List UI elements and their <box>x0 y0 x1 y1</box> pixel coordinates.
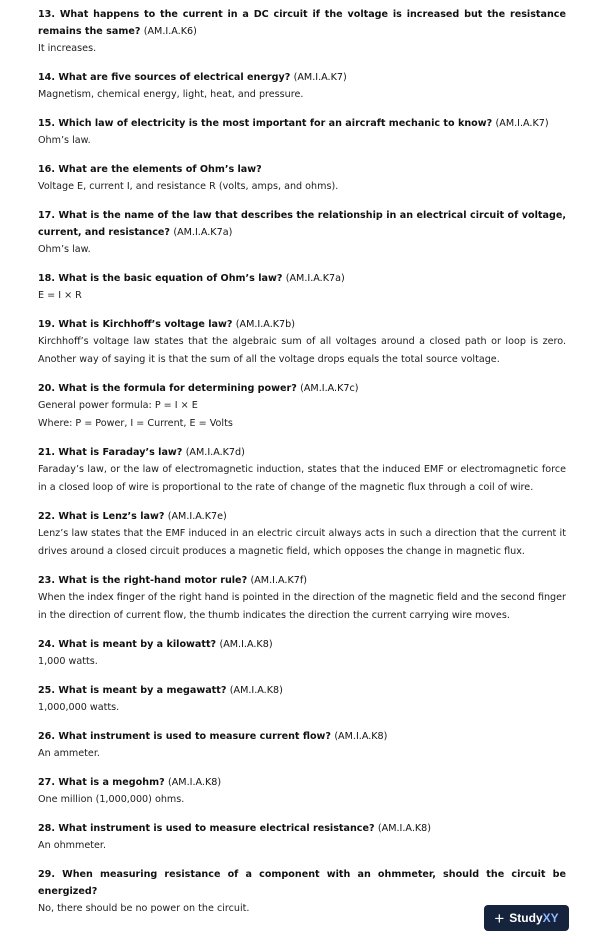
answer <box>38 653 566 671</box>
question-text: 22. What is Lenz’s law? <box>38 511 165 522</box>
answer <box>38 287 566 305</box>
answer-line: Where: P = Power, I = Current, E = Volts <box>38 418 233 429</box>
question <box>38 115 566 132</box>
answer-line: Faraday’s law, or the law of electromagnetic induction, states that the induced EMF or electromagnetic force in a closed loop of wire is proportional to the rate of change of the magnetic flux through a coil of wire. <box>38 464 566 493</box>
answer <box>38 86 566 104</box>
qa-item <box>38 6 566 69</box>
brand-name-study: Study <box>509 911 543 925</box>
question <box>38 161 566 178</box>
answer <box>38 745 566 763</box>
qa-item <box>38 270 566 316</box>
standard-code: (AM.I.A.K8) <box>229 685 283 696</box>
item-spacer <box>38 305 566 316</box>
answer-line: When the index finger of the right hand is pointed in the direction of the magnetic field and the second finger in the direction of current flow, the thumb indicates the direction the current carrying wire moves. <box>38 592 566 621</box>
answer-line: It increases. <box>38 43 97 54</box>
qa-item <box>38 636 566 682</box>
qa-item <box>38 316 566 380</box>
question <box>38 636 566 653</box>
question <box>38 866 566 900</box>
item-spacer <box>38 671 566 682</box>
qa-item <box>38 69 566 115</box>
answer-line: Voltage E, current I, and resistance R (volts, amps, and ohms). <box>38 181 339 192</box>
question <box>38 508 566 525</box>
question-text: 19. What is Kirchhoff’s voltage law? <box>38 319 233 330</box>
question-text: 27. What is a megohm? <box>38 777 165 788</box>
standard-code: (AM.I.A.K7a) <box>173 227 233 238</box>
answer-line: One million (1,000,000) ohms. <box>38 794 185 805</box>
question-text: 21. What is Faraday’s law? <box>38 447 183 458</box>
answer-line: Kirchhoff’s voltage law states that the algebraic sum of all voltages around a closed path or loop is zero. Another way of saying it is that the sum of all the voltage drops equals the total source voltage. <box>38 336 566 365</box>
qa-item <box>38 444 566 508</box>
question-text: 14. What are five sources of electrical energy? <box>38 72 291 83</box>
answer <box>38 397 566 433</box>
qa-item <box>38 682 566 728</box>
item-spacer <box>38 855 566 866</box>
question <box>38 572 566 589</box>
qa-item <box>38 774 566 820</box>
item-spacer <box>38 625 566 636</box>
question <box>38 270 566 287</box>
standard-code: (AM.I.A.K8) <box>334 731 388 742</box>
qa-item <box>38 380 566 444</box>
standard-code: (AM.I.A.K6) <box>143 26 197 37</box>
answer <box>38 132 566 150</box>
standard-code: (AM.I.A.K8) <box>168 777 222 788</box>
item-spacer <box>38 497 566 508</box>
question <box>38 444 566 461</box>
question <box>38 820 566 837</box>
standard-code: (AM.I.A.K7d) <box>185 447 245 458</box>
item-spacer <box>38 433 566 444</box>
qa-item <box>38 115 566 161</box>
plus-icon: + <box>494 908 505 928</box>
standard-code: (AM.I.A.K7) <box>293 72 347 83</box>
qa-item <box>38 572 566 636</box>
item-spacer <box>38 104 566 115</box>
question <box>38 6 566 40</box>
answer <box>38 178 566 196</box>
answer <box>38 699 566 717</box>
question-text: 20. What is the formula for determining power? <box>38 383 297 394</box>
question <box>38 774 566 791</box>
qa-item <box>38 820 566 866</box>
question <box>38 316 566 333</box>
qa-document <box>38 6 566 918</box>
item-spacer <box>38 369 566 380</box>
question-text: 16. What are the elements of Ohm’s law? <box>38 164 262 175</box>
question-text: 15. Which law of electricity is the most important for an aircraft mechanic to know? <box>38 118 493 129</box>
qa-item <box>38 728 566 774</box>
answer-line: Lenz’s law states that the EMF induced in an electric circuit always acts in such a direction that the current it drives around a closed circuit produces a magnetic field, which opposes the change in magnetic flux. <box>38 528 566 557</box>
item-spacer <box>38 763 566 774</box>
answer-line: An ohmmeter. <box>38 840 107 851</box>
answer <box>38 589 566 625</box>
answer <box>38 333 566 369</box>
standard-code: (AM.I.A.K8) <box>377 823 432 834</box>
standard-code: (AM.I.A.K7e) <box>167 511 227 522</box>
brand-logo-text <box>509 911 558 925</box>
answer-line: An ammeter. <box>38 748 100 759</box>
answer <box>38 241 566 259</box>
standard-code: (AM.I.A.K7c) <box>300 383 359 394</box>
answer-line: Ohm’s law. <box>38 244 91 255</box>
item-spacer <box>38 150 566 161</box>
question-text: 24. What is meant by a kilowatt? <box>38 639 217 650</box>
qa-item <box>38 207 566 270</box>
standard-code: (AM.I.A.K7f) <box>250 575 307 586</box>
item-spacer <box>38 717 566 728</box>
standard-code: (AM.I.A.K7a) <box>285 273 345 284</box>
question <box>38 682 566 699</box>
answer <box>38 525 566 561</box>
qa-item <box>38 161 566 207</box>
question <box>38 69 566 86</box>
standard-code: (AM.I.A.K7) <box>495 118 549 129</box>
standard-code: (AM.I.A.K7b) <box>235 319 295 330</box>
standard-code: (AM.I.A.K8) <box>219 639 273 650</box>
item-spacer <box>38 259 566 270</box>
answer <box>38 40 566 58</box>
question-text: 17. What is the name of the law that describes the relationship in an electrical circuit of voltage, current, and resistance? <box>38 210 566 238</box>
question-text: 29. When measuring resistance of a component with an ohmmeter, should the circuit be energized? <box>38 869 566 897</box>
question-text: 25. What is meant by a megawatt? <box>38 685 227 696</box>
item-spacer <box>38 196 566 207</box>
brand-name-xy: XY <box>542 911 559 925</box>
question <box>38 380 566 397</box>
item-spacer <box>38 58 566 69</box>
answer-line: 1,000 watts. <box>38 656 98 667</box>
question <box>38 728 566 745</box>
answer-line: 1,000,000 watts. <box>38 702 120 713</box>
answer <box>38 837 566 855</box>
question <box>38 207 566 241</box>
question-text: 28. What instrument is used to measure electrical resistance? <box>38 823 375 834</box>
answer <box>38 791 566 809</box>
question-text: 26. What instrument is used to measure current flow? <box>38 731 331 742</box>
question-text: 13. What happens to the current in a DC circuit if the voltage is increased but the resistance remains the same? <box>38 9 566 37</box>
answer-line: No, there should be no power on the circuit. <box>38 903 250 914</box>
studyxy-logo[interactable] <box>484 905 569 931</box>
answer-line: Magnetism, chemical energy, light, heat, and pressure. <box>38 89 304 100</box>
answer-line: E = I × R <box>38 290 82 301</box>
question-text: 18. What is the basic equation of Ohm’s law? <box>38 273 283 284</box>
qa-item <box>38 508 566 572</box>
item-spacer <box>38 809 566 820</box>
answer <box>38 461 566 497</box>
answer-line: General power formula: P = I × E <box>38 400 198 411</box>
question-text: 23. What is the right-hand motor rule? <box>38 575 248 586</box>
answer-line: Ohm’s law. <box>38 135 91 146</box>
item-spacer <box>38 561 566 572</box>
